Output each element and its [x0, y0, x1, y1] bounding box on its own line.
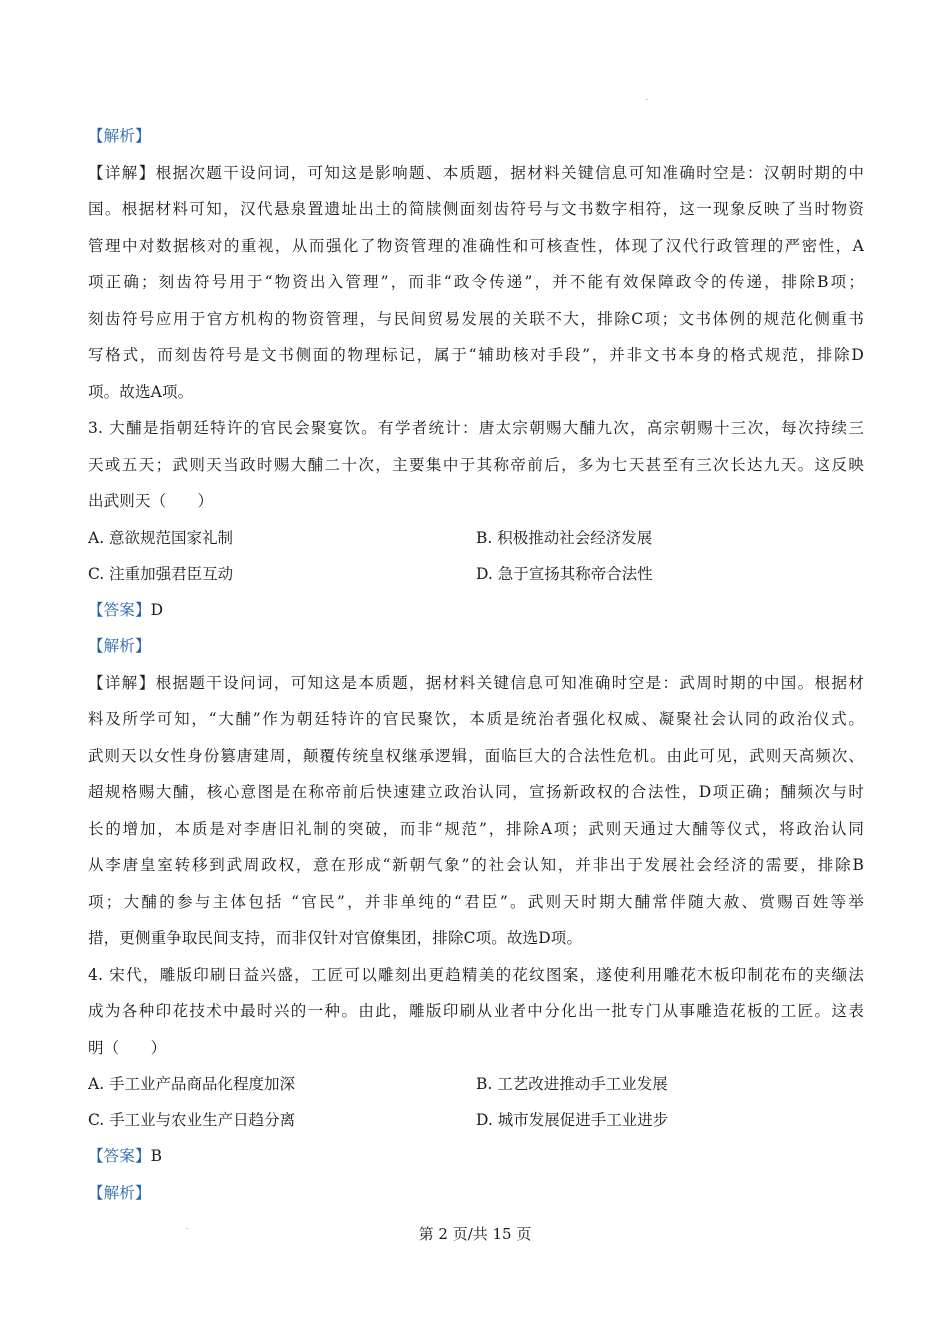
q2-detail-line: 【详解】根据次题干设问词，可知这是影响题、本质题，据材料关键信息可知准确时空是：汉朝时期的中 [88, 163, 864, 182]
q3-detail-line: 料及所学可知，“大酺”作为朝廷特许的官民聚饮，本质是统治者强化权威、凝聚社会认同的政治仪式。 [88, 710, 864, 728]
q4-option-c: C. 手工业与农业生产日趋分离 [88, 1111, 296, 1129]
q3-stem-line: 天或五天；武则天当政时赐大酺二十次，主要集中于其称帝前后，多为七天甚至有三次长达九天。这反映 [88, 455, 864, 474]
q4-options-row-1 [88, 1066, 864, 1102]
q3-stem [88, 410, 864, 520]
q4-stem-line: 成为各种印花技术中最时兴的一种。由此，雕版印刷从业者中分化出一批专门从事雕造花板的工匠。这表 [88, 1002, 864, 1020]
q2-detail-line: 管理中对数据核对的重视，从而强化了物资管理的准确性和可核查性，体现了汉代行政管理的严密性，A [88, 236, 864, 255]
q3-detail-line: 武则天以女性身份篡唐建周，颠覆传统皇权继承逻辑，面临巨大的合法性危机。由此可见，武则天高频次、 [88, 746, 864, 765]
q3-detail-line: 措，更侧重争取民间支持，而非仅针对官僚集团，排除C项。故选D项。 [88, 929, 583, 947]
q3-detail-line: 长的增加，本质是对李唐旧礼制的突破，而非“规范”，排除A项；武则天通过大酺等仪式，将政治认同 [88, 819, 864, 838]
q4-options-row-2 [88, 1102, 864, 1138]
q3-option-d: D. 急于宣扬其称帝合法性 [476, 564, 653, 583]
q3-stem-line: 3. 大酺是指朝廷特许的官民会聚宴饮。有学者统计：唐太宗朝赐大酺九次，高宗朝赐十三次，每次持续三 [88, 419, 864, 437]
q2-detail-line: 项正确；刻齿符号用于“物资出入管理”，而非“政令传递”，并不能有效保障政令的传递，排除B项； [88, 273, 864, 291]
page-content [88, 118, 864, 1211]
q4-option-a: A. 手工业产品商品化程度加深 [88, 1075, 296, 1093]
q3-detail [88, 665, 864, 957]
q3-option-a: A. 意欲规范国家礼制 [88, 528, 234, 547]
q3-detail-line: 【详解】根据题干设问词，可知这是本质题，据材料关键信息可知准确时空是：武周时期的中国。根据材 [88, 673, 864, 692]
scan-speck [646, 99, 648, 100]
q3-option-b: B. 积极推动社会经济发展 [476, 528, 653, 547]
q2-detail-line: 国。根据材料可知，汉代悬泉置遗址出土的简牍侧面刻齿符号与文书数字相符，这一现象反映了当时物资 [88, 200, 864, 218]
q3-stem-line: 出武则天（ ） [88, 492, 214, 510]
q4-answer-tag: 【答案】 [88, 1147, 151, 1165]
q3-detail-line: 超规格赐大酺，核心意图是在称帝前后快速建立政治认同，宣扬新政权的合法性，D项正确；酺频次与时 [88, 783, 864, 801]
q4-option-d: D. 城市发展促进手工业进步 [476, 1111, 669, 1129]
q2-detail [88, 155, 864, 411]
q3-detail-line: 从李唐皇室转移到武周政权，意在形成“新朝气象”的社会认知，并非出于发展社会经济的需要，排除B [88, 856, 864, 874]
q4-analysis-tag: 【解析】 [88, 1183, 151, 1202]
q4-answer [88, 1138, 864, 1175]
q2-detail-line: 项。故选A项。 [88, 382, 194, 401]
q4-stem [88, 957, 864, 1067]
q3-answer-value: D [150, 600, 164, 619]
q2-detail-line: 写格式，而刻齿符号是文书侧面的物理标记，属于“辅助核对手段”，并非文书本身的格式规范，排除D [88, 346, 864, 364]
q3-detail-line: 项；大酺的参与主体包括 “官民”，并非单纯的“君臣”。武则天时期大酺常伴随大赦、赏赐百姓等举 [88, 892, 864, 911]
q4-stem-line: 明（ ） [88, 1038, 167, 1057]
q4-option-b: B. 工艺改进推动手工业发展 [476, 1075, 668, 1093]
q3-options-row-2 [88, 556, 864, 592]
q4-stem-line: 4. 宋代，雕版印刷日益兴盛，工匠可以雕刻出更趋精美的花纹图案，遂使利用雕花木板印制花布的夹缬法 [88, 965, 864, 984]
q4-answer-value: B [150, 1147, 163, 1165]
page-number-footer: 第 2 页/共 15 页 [418, 1225, 532, 1243]
q2-detail-line: 刻齿符号应用于官方机构的物资管理，与民间贸易发展的关联不大，排除C项；文书体例的规范化侧重书 [88, 309, 864, 328]
q3-options-row-1 [88, 520, 864, 556]
q3-answer-tag: 【答案】 [88, 600, 151, 619]
q3-option-c: C. 注重加强君臣互动 [88, 564, 234, 583]
q3-answer [88, 592, 864, 629]
q3-analysis-tag: 【解析】 [88, 637, 151, 655]
q2-analysis-tag: 【解析】 [88, 127, 151, 145]
